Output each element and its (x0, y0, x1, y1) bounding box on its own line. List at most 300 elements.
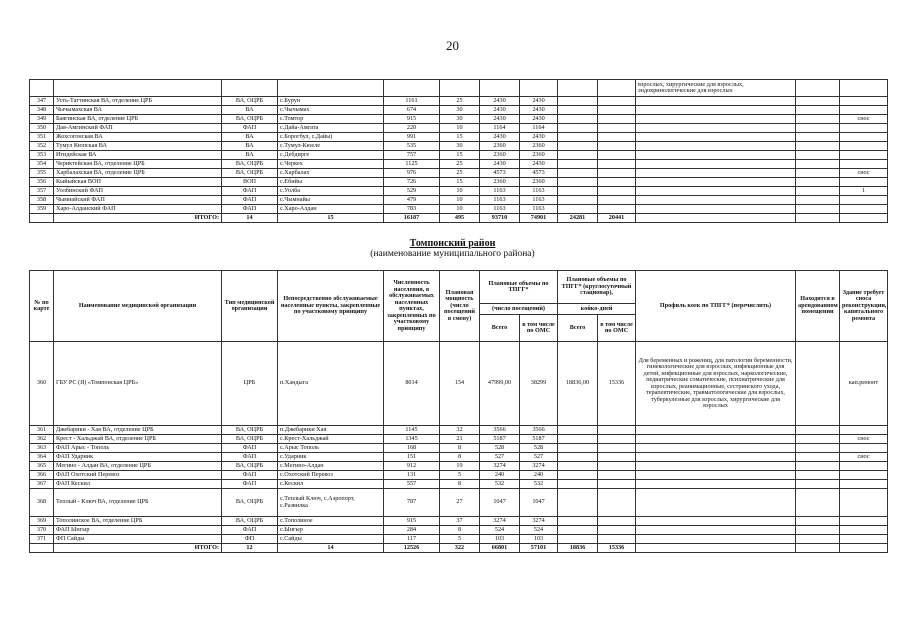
table-cell (796, 205, 840, 214)
page-number: 20 (446, 38, 459, 53)
table-cell: 284 (384, 526, 440, 535)
table-cell: ВА, ОЦРБ (222, 160, 278, 169)
table-cell (840, 517, 888, 526)
table-cell: 359 (30, 205, 54, 214)
table-cell: 5 (440, 535, 480, 544)
table-cell: ВА, ОЦРБ (222, 169, 278, 178)
table-cell (598, 444, 636, 453)
table-cell (558, 526, 598, 535)
table-cell (558, 453, 598, 462)
table-cell (636, 124, 796, 133)
table-cell: 25 (440, 97, 480, 106)
table-cell: 220 (384, 124, 440, 133)
table-row (30, 205, 888, 214)
table-cell: ВА (222, 142, 278, 151)
table-cell: ФАП Охотский Перевоз (54, 471, 222, 480)
region-subtitle: (наименование муниципального района) (370, 249, 535, 259)
table-cell (558, 480, 598, 489)
total-cell: 495 (440, 214, 480, 223)
table-cell (558, 133, 598, 142)
table-cell: 8 (440, 526, 480, 535)
region-heading (0, 238, 905, 259)
table-cell (636, 169, 796, 178)
cell-profile: Для беременных и рожениц, для патологии беременности, гинекологические для взрослых, инфекционные для детей, инфекционные для взрослых, наркологические, педиатрические соматические, психиатрические для взрослых, реанимационные, сестринского ухода, терапевтические, травматологические для взрослых, туберкулезные для взрослых, хирургические для взрослых (636, 342, 796, 426)
total-cell (840, 544, 888, 553)
table-cell (796, 444, 840, 453)
table-cell: ФП (222, 535, 278, 544)
table-cell: ВА, ОЦРБ (222, 462, 278, 471)
table-cell: с.Чычымах (278, 106, 384, 115)
total-cell: 14 (278, 544, 384, 553)
table-cell: с.Ынгыр (278, 526, 384, 535)
table-cell: с.Чымнайы (278, 196, 384, 205)
table-cell: ФАП (222, 453, 278, 462)
total-cell: ИТОГО: (54, 544, 222, 553)
total-cell: 15 (278, 214, 384, 223)
table-cell (840, 160, 888, 169)
table-cell: 2360 (480, 151, 520, 160)
table-cell (840, 471, 888, 480)
table-cell: Тумул Кюпская ВА (54, 142, 222, 151)
table-cell (598, 435, 636, 444)
table-cell: снос (840, 115, 888, 124)
table-cell (598, 187, 636, 196)
header-num: № по карте (30, 271, 54, 342)
table-cell: 371 (30, 535, 54, 544)
table-cell: ВА, ОЦРБ (222, 517, 278, 526)
table-cell: Дая-Амгинский ФАП (54, 124, 222, 133)
table-cell (558, 426, 598, 435)
cell-type: ЦРБ (222, 342, 278, 426)
table-row (30, 444, 888, 453)
cell-capacity: 27 (440, 489, 480, 517)
table-cell (840, 106, 888, 115)
table-cell (636, 142, 796, 151)
table-cell (840, 124, 888, 133)
table-cell: 915 (384, 115, 440, 124)
table-cell: с.Томтор (278, 115, 384, 124)
header-type: Тип медицинской организации (222, 271, 278, 342)
table-cell (636, 462, 796, 471)
table-cell: 479 (384, 196, 440, 205)
table-cell: 370 (30, 526, 54, 535)
table-cell (840, 535, 888, 544)
table-cell: 2430 (520, 115, 558, 124)
table-cell: снос (840, 435, 888, 444)
table-cell (558, 160, 598, 169)
table-row (30, 106, 888, 115)
table-cell (636, 97, 796, 106)
header-served: Непосредственно обслуживаемые населенные пункты, закрепленные по участковому принципу (278, 271, 384, 342)
table-cell: Хаpo-Алданский ФАП (54, 205, 222, 214)
table-cell (796, 187, 840, 196)
table-cell (598, 480, 636, 489)
total-cell: 12526 (384, 544, 440, 553)
table-cell (840, 462, 888, 471)
table-cell: Чычымахская ВА (54, 106, 222, 115)
table-row (30, 196, 888, 205)
table-cell (636, 435, 796, 444)
total-cell (30, 214, 54, 223)
table-cell (636, 444, 796, 453)
table-cell: 19 (440, 462, 480, 471)
table-cell: 364 (30, 453, 54, 462)
table-cell: 915 (384, 517, 440, 526)
table-cell (636, 480, 796, 489)
table-cell: 2430 (480, 133, 520, 142)
cell-num: 360 (30, 342, 54, 426)
table-cell: 354 (30, 160, 54, 169)
table-cell: 30 (440, 115, 480, 124)
table-cell: 362 (30, 435, 54, 444)
table-cell: ВА, ОЦРБ (222, 426, 278, 435)
table-cell: 30 (440, 142, 480, 151)
table-cell (558, 106, 598, 115)
table-cell: 352 (30, 142, 54, 151)
table-cell (598, 124, 636, 133)
cell-visits-oms: 1047 (520, 489, 558, 517)
total-cell: 24281 (558, 214, 598, 223)
table-cell: с.Сайды (278, 535, 384, 544)
total-row (30, 544, 888, 553)
table-cell (796, 115, 840, 124)
cell-org: Теплый - Ключ ВА, отделение ЦРБ (54, 489, 222, 517)
cell-repair: кап.ремонт (840, 342, 888, 426)
table-cell (558, 489, 598, 517)
table-cell: 1145 (384, 426, 440, 435)
table-cell: 151 (384, 453, 440, 462)
table-cell: 8 (440, 480, 480, 489)
table-cell: 10 (440, 205, 480, 214)
table-cell: 1163 (520, 196, 558, 205)
table-cell (636, 471, 796, 480)
table-cell: Крест - Хальджай ВА, отделение ЦРБ (54, 435, 222, 444)
table-cell: 2360 (520, 151, 558, 160)
table-cell (558, 444, 598, 453)
table-cell: 2360 (480, 142, 520, 151)
table-row (30, 169, 888, 178)
table-cell (636, 151, 796, 160)
table-cell (598, 453, 636, 462)
cell-served: с.Теплый Ключ, с.Аэропорт, с.Развилка (278, 489, 384, 517)
header-visits-oms: в том числе по ОМС (520, 315, 558, 342)
table-cell: 976 (384, 169, 440, 178)
table-cell: 1163 (480, 196, 520, 205)
table-cell (796, 169, 840, 178)
total-cell: 16187 (384, 214, 440, 223)
table-cell (558, 124, 598, 133)
table-cell: с.Тополиное (278, 517, 384, 526)
table-cell (796, 178, 840, 187)
cell-type: ВА, ОЦРБ (222, 489, 278, 517)
table-cell (598, 196, 636, 205)
total-cell: 57101 (520, 544, 558, 553)
table-cell: снос (840, 169, 888, 178)
table-cell: ФАП Ынгыр (54, 526, 222, 535)
table-cell: Джебарики - Хая ВА, отделение ЦРБ (54, 426, 222, 435)
table-cell: с.Дайа-Амгата (278, 124, 384, 133)
table-cell: 117 (384, 535, 440, 544)
cell-population: 8014 (384, 342, 440, 426)
table-cell (598, 151, 636, 160)
table-cell: с.Харо-Алдан (278, 205, 384, 214)
table-row (30, 526, 888, 535)
table-cell: ФАП (222, 124, 278, 133)
table-row (30, 462, 888, 471)
table-cell: 358 (30, 196, 54, 205)
table-row-main (30, 342, 888, 426)
table-cell: Тополинское ВА, отделение ЦРБ (54, 517, 222, 526)
table-cell (636, 205, 796, 214)
table-cell: с.Ударник (278, 453, 384, 462)
table-cell: 557 (384, 480, 440, 489)
table-cell: 348 (30, 106, 54, 115)
table-cell: 5187 (520, 435, 558, 444)
table-cell (558, 115, 598, 124)
table-cell: с.Дебдирге (278, 151, 384, 160)
table-cell: ВА (222, 106, 278, 115)
total-cell (30, 544, 54, 553)
table-cell: 2430 (520, 97, 558, 106)
table-row (30, 160, 888, 169)
cell-capacity: 154 (440, 342, 480, 426)
table-row (30, 426, 888, 435)
table-cell: с.Тумул-Кюеле (278, 142, 384, 151)
table-row (30, 97, 888, 106)
total-cell: 74901 (520, 214, 558, 223)
table-cell: с.Крест-Хальджай (278, 435, 384, 444)
table-cell (558, 517, 598, 526)
table-cell (796, 535, 840, 544)
table-cell: 15 (440, 151, 480, 160)
total-cell: ИТОГО: (54, 214, 222, 223)
table-cell: 2430 (480, 106, 520, 115)
table-cell: 21 (440, 435, 480, 444)
total-cell: 18836 (558, 544, 598, 553)
table-cell: 524 (520, 526, 558, 535)
table-cell (598, 106, 636, 115)
table-cell: Баягинская ВА, отделение ЦРБ (54, 115, 222, 124)
table-cell: 363 (30, 444, 54, 453)
table-cell (598, 489, 636, 517)
table-cell (558, 205, 598, 214)
table-cell: 783 (384, 205, 440, 214)
total-cell (796, 544, 840, 553)
table-row (30, 115, 888, 124)
table-cell (636, 160, 796, 169)
table-cell: 10 (440, 196, 480, 205)
table-cell (558, 462, 598, 471)
table-cell: 350 (30, 124, 54, 133)
table-cell: 3274 (480, 462, 520, 471)
table-cell: Харбалахская ВА, отделение ЦРБ (54, 169, 222, 178)
table-cell (598, 426, 636, 435)
table-cell (796, 526, 840, 535)
header-hosp-unit: койко-дней (558, 304, 636, 315)
table-cell: 528 (480, 444, 520, 453)
cell-org: ГБУ РС (Я) «Томпонская ЦРБ» (54, 342, 222, 426)
table-cell: 8 (440, 453, 480, 462)
table-cell: 912 (384, 462, 440, 471)
table-row (30, 124, 888, 133)
table-cell (796, 133, 840, 142)
table-cell: 1163 (480, 205, 520, 214)
table-cell: 1 (840, 187, 888, 196)
table-cell: 355 (30, 169, 54, 178)
table-cell: ФАП (222, 480, 278, 489)
table-cell: с.Мегино-Алдан (278, 462, 384, 471)
table-cell (796, 160, 840, 169)
cell-num: 368 (30, 489, 54, 517)
table-cell (796, 106, 840, 115)
table-cell: Мегино - Алдан ВА, отделение ЦРБ (54, 462, 222, 471)
table-cell (598, 526, 636, 535)
table-row (30, 453, 888, 462)
table-cell: 10 (440, 124, 480, 133)
table-cell (558, 151, 598, 160)
table-cell: ФАП Ударник (54, 453, 222, 462)
table-cell (598, 178, 636, 187)
table-cell (840, 196, 888, 205)
table-cell (636, 133, 796, 142)
table-cell: 367 (30, 480, 54, 489)
table-cell: 757 (384, 151, 440, 160)
cell-visits-total: 47999,00 (480, 342, 520, 426)
header-hosp: Плановые объемы по ТПГГ* (круглосуточный стационар), (558, 271, 636, 304)
table-cell (558, 187, 598, 196)
table-cell: 1125 (384, 160, 440, 169)
table-cell: 2360 (520, 142, 558, 151)
table-cell: ВОП (222, 178, 278, 187)
table-cell (636, 426, 796, 435)
table-cell: 1163 (520, 187, 558, 196)
carry-profile: взрослых, хирургические для взрослых, эндокринологические для взрослых (636, 80, 796, 97)
table-cell: 2360 (520, 178, 558, 187)
table-cell: Чымнайский ФАП (54, 196, 222, 205)
table-cell: ВА, ОЦРБ (222, 435, 278, 444)
table-cell: Игидейская ВА (54, 151, 222, 160)
table-cell (636, 106, 796, 115)
table-cell: ФАП Кескил (54, 480, 222, 489)
table-cell: 15 (440, 133, 480, 142)
total-cell: 322 (440, 544, 480, 553)
table-cell: Жохсогонская ВА (54, 133, 222, 142)
table-cell: 347 (30, 97, 54, 106)
table-cell: с.Ебийы (278, 178, 384, 187)
table-cell: 240 (520, 471, 558, 480)
table-cell: ФАП (222, 205, 278, 214)
table-cell: 991 (384, 133, 440, 142)
table-cell: 726 (384, 178, 440, 187)
table-row (30, 142, 888, 151)
table-cell: с.Черкех (278, 160, 384, 169)
table-row (30, 480, 888, 489)
table-cell: 524 (480, 526, 520, 535)
table-cell (598, 462, 636, 471)
table-cell: ВА (222, 133, 278, 142)
table-row (30, 471, 888, 480)
table-row (30, 133, 888, 142)
table-cell: 32 (440, 426, 480, 435)
table-cell: п.Джебарики Хая (278, 426, 384, 435)
table-cell: 1164 (480, 124, 520, 133)
header-visits-total: Всего (480, 315, 520, 342)
table-cell: 15 (440, 178, 480, 187)
table-cell (558, 471, 598, 480)
table-cell (840, 444, 888, 453)
header-hosp-total: Всего (558, 315, 598, 342)
table-cell: 3274 (480, 517, 520, 526)
header-capacity: Плановая мощность (число посещений в смену) (440, 271, 480, 342)
cell-rent (796, 342, 840, 426)
table-cell (558, 142, 598, 151)
table-cell (840, 97, 888, 106)
table-cell: 25 (440, 169, 480, 178)
table-cell: 1345 (384, 435, 440, 444)
table-cell: 2430 (520, 160, 558, 169)
table-cell: ВА (222, 151, 278, 160)
table-cell: 131 (384, 471, 440, 480)
table-cell: ФАП Арыс - Тополь (54, 444, 222, 453)
header-visits-unit: (число посещений) (480, 304, 558, 315)
table-cell (636, 517, 796, 526)
total-cell: 14 (222, 214, 278, 223)
total-cell: 20441 (598, 214, 636, 223)
table-cell: 532 (480, 480, 520, 489)
table-cell (796, 124, 840, 133)
carry-over-row (30, 80, 888, 97)
table-cell (558, 196, 598, 205)
header-profile: Профиль коек по ТПГГ* (перечислить) (636, 271, 796, 342)
table-cell: ФАП (222, 526, 278, 535)
table-cell (796, 435, 840, 444)
table-cell: 240 (480, 471, 520, 480)
table-cell: ФП Сайды (54, 535, 222, 544)
table-cell (598, 160, 636, 169)
total-cell: 93710 (480, 214, 520, 223)
table-cell: 3566 (520, 426, 558, 435)
table-cell: 10 (440, 187, 480, 196)
cell-visits-total: 1047 (480, 489, 520, 517)
table-row (30, 178, 888, 187)
table-cell: Уолбинский ФАП (54, 187, 222, 196)
table-cell: 3566 (480, 426, 520, 435)
table-cell: 356 (30, 178, 54, 187)
table-row (30, 187, 888, 196)
table-cell (598, 97, 636, 106)
table-cell: 4573 (520, 169, 558, 178)
table-cell (558, 535, 598, 544)
table-cell (598, 115, 636, 124)
table-cell (558, 97, 598, 106)
table-cell: 674 (384, 106, 440, 115)
region-name: Томпонский район (409, 238, 496, 249)
table-cell: Чериктейская ВА, отделение ЦРБ (54, 160, 222, 169)
table-cell: 1161 (384, 97, 440, 106)
table-cell (598, 471, 636, 480)
table-cell: 2430 (480, 97, 520, 106)
table-cell (598, 517, 636, 526)
total-row (30, 214, 888, 223)
table-row (30, 151, 888, 160)
table-cell: 103 (520, 535, 558, 544)
table-cell (558, 435, 598, 444)
table-cell: Кыйыйская ВОП (54, 178, 222, 187)
table-cell (840, 480, 888, 489)
table-cell: 357 (30, 187, 54, 196)
table-cell: 527 (480, 453, 520, 462)
table-cell: 2430 (520, 133, 558, 142)
